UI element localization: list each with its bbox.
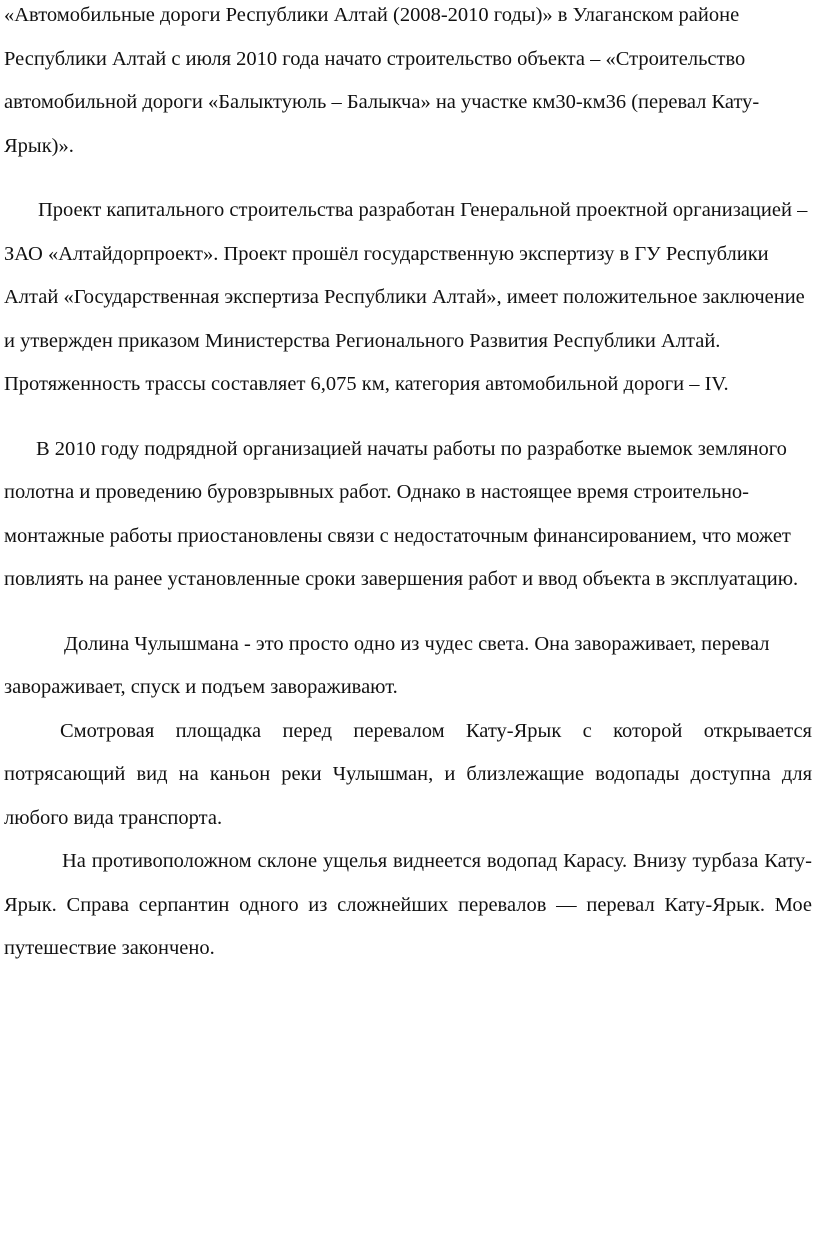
- paragraph-viewpoint: Смотровая площадка перед перевалом Кату-Ярык с которой открывается потрясающий вид на каньон реки Чулышман, и близлежащие водопады доступна для любого вида транспорта.: [4, 719, 812, 829]
- paragraph-works-status: В 2010 году подрядной организацией начаты работы по разработке выемок земляного полотна и проведению буровзрывных работ. Однако в настоящее время строительно-монтажные работы приостановлены связи с недостаточным финансированием, что может повлиять на ранее установленные сроки завершения работ и ввод объекта в эксплуатацию.: [4, 437, 799, 590]
- paragraph-karasu-waterfall: На противоположном склоне ущелья виднеется водопад Карасу. Внизу турбаза Кату-Ярык. Справа серпантин одного из сложнейших перевалов — перевал Кату-Ярык. Мое путешествие закончено.: [4, 850, 812, 959]
- paragraph-chulyshman-valley: Долина Чулышмана - это просто одно из чудес света. Она завораживает, перевал завораживает, спуск и подъем завораживают.: [4, 632, 770, 698]
- paragraph-road-construction: «Автомобильные дороги Республики Алтай (2008-2010 годы)» в Улаганском районе Республики Алтай с июля 2010 года начато строительство объекта – «Строительство автомобильной дороги «Балыктуюль – Балыкча» на участке км30-км36 (перевал Кату-Ярык)».: [4, 4, 760, 157]
- paragraph-project-design: Проект капитального строительства разработан Генеральной проектной организацией – ЗАО «Алтайдорпроект». Проект прошёл государственную экспертизу в ГУ Республики Алтай «Государственная экспертиза Республики Алтай», имеет положительное заключение и утвержден приказом Министерства Регионального Развития Республики Алтай. Протяженность трассы составляет 6,075 км, категория автомобильной дороги – IV.: [4, 199, 808, 395]
